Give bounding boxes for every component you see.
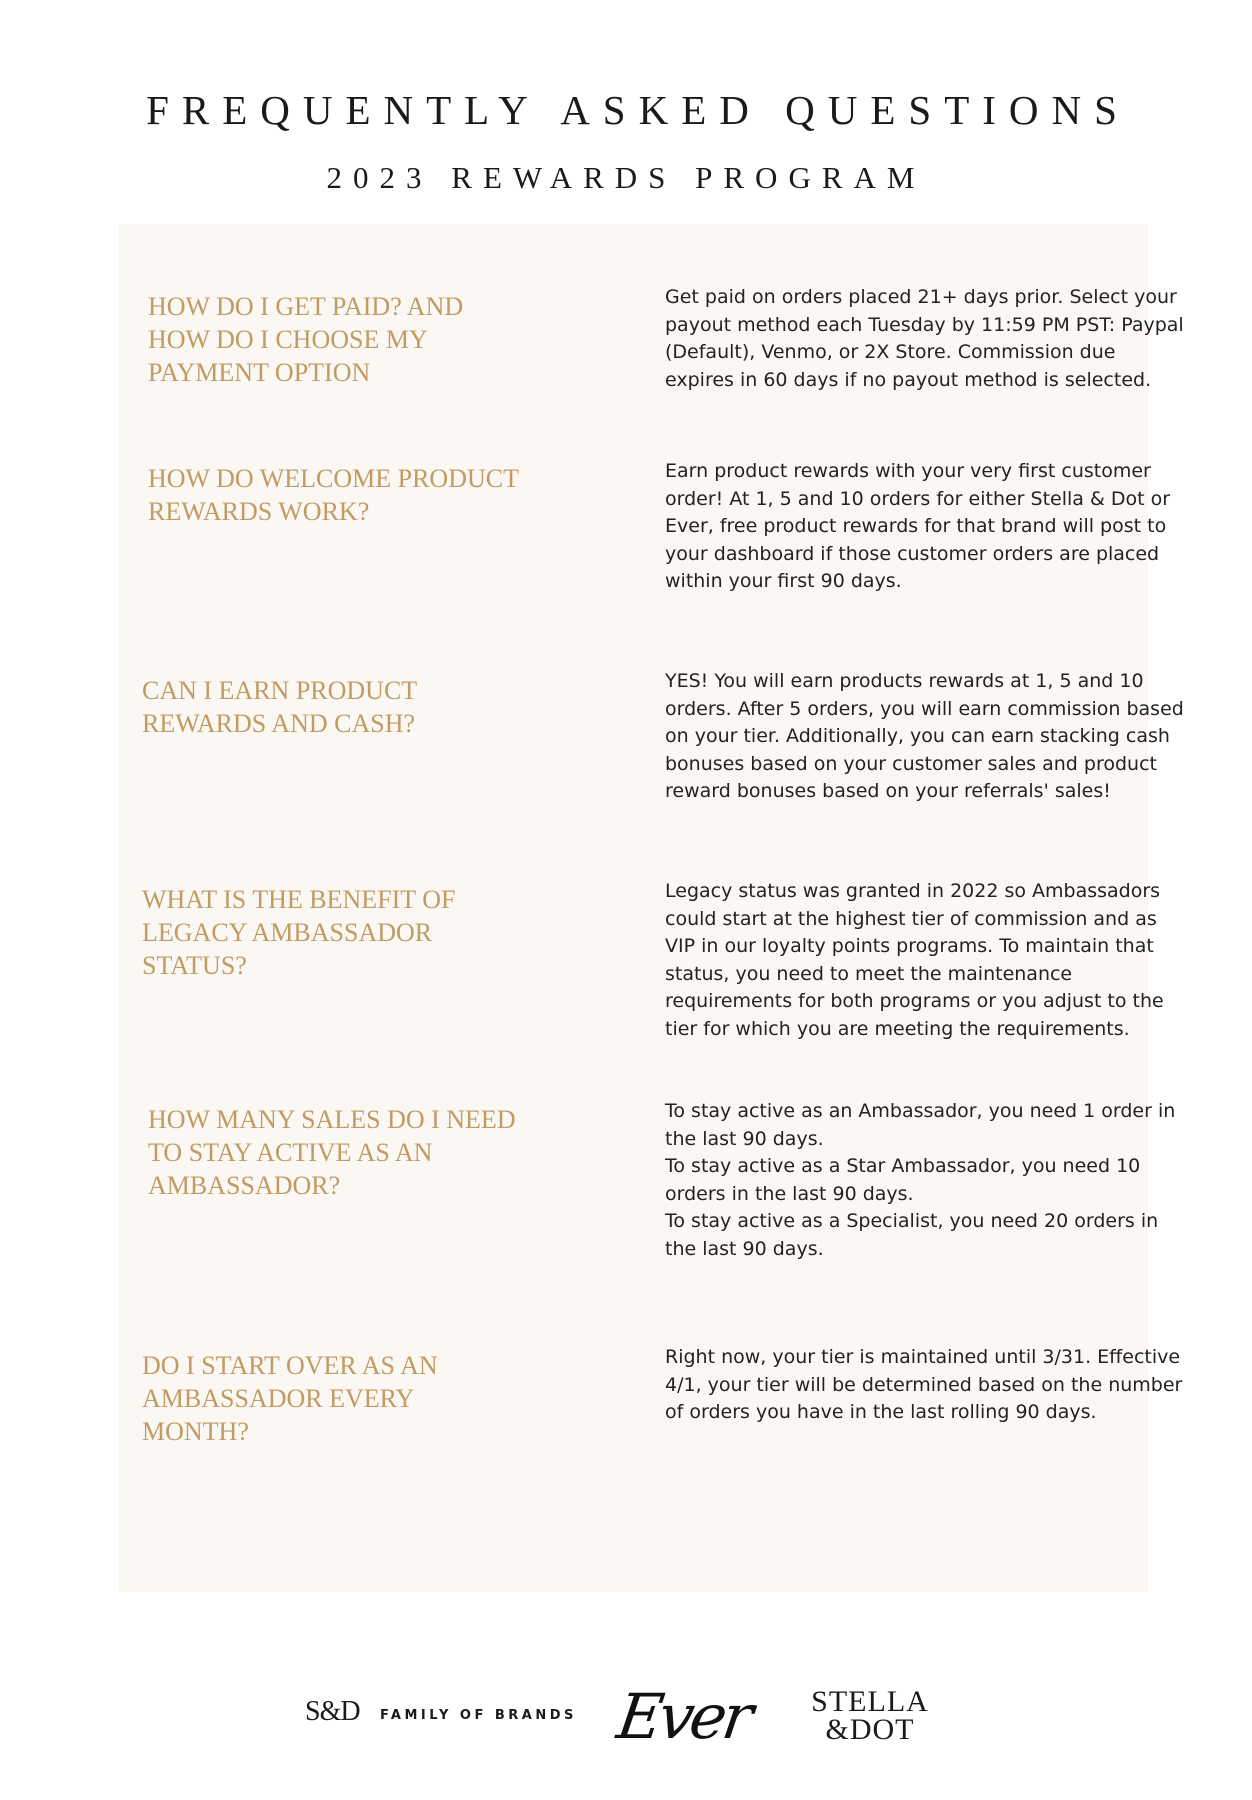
sd-logo: S&D [305,1696,360,1727]
stella-dot-logo [800,1685,940,1746]
family-of-brands-label: FAMILY OF BRANDS [380,1708,577,1723]
dot-logo-line: &DOT [825,1713,915,1746]
faq-answer-line: To stay active as a Specialist, you need 20 orders in the last 90 days. [665,1210,1159,1260]
faq-answer-rewards-and-cash: YES! You will earn products rewards at 1, 5 and 10 orders. After 5 orders, you will earn commission based on your tier. Additionally, you can earn stacking cash bonuses based on your customer sales and product reward bonuses based on your referrals' sales! [665,670,1184,802]
faq-question-start-over: DO I START OVER AS AN AMBASSADOR EVERY MONTH? [142,1351,438,1446]
ever-logo: Ever [612,1680,754,1753]
page-subtitle: 2023 REWARDS PROGRAM [326,160,926,195]
faq-question-payment: HOW DO I GET PAID? AND HOW DO I CHOOSE MY PAYMENT OPTION [148,292,464,387]
faq-answer-start-over: Right now, your tier is maintained until 3/31. Effective 4/1, your tier will be determined based on the number of orders you have in the last rolling 90 days. [665,1346,1183,1423]
faq-answer-stay-active [665,1098,1190,1263]
faq-question-legacy-status: WHAT IS THE BENEFIT OF LEGACY AMBASSADOR STATUS? [142,885,456,980]
faq-answer-legacy-status: Legacy status was granted in 2022 so Ambassadors could start at the highest tier of commission and as VIP in our loyalty points programs. To maintain that status, you need to meet the maintenance requirements for both programs or you adjust to the tier for which you are meeting the requirements. [665,880,1164,1040]
faq-answer-line: To stay active as a Star Ambassador, you need 10 orders in the last 90 days. [665,1155,1141,1205]
faq-question-rewards-and-cash: CAN I EARN PRODUCT REWARDS AND CASH? [142,676,417,738]
faq-answer-line: To stay active as an Ambassador, you need 1 order in the last 90 days. [665,1100,1176,1150]
faq-answer-payment: Get paid on orders placed 21+ days prior. Select your payout method each Tuesday by 11:59 PM PST: Paypal (Default), Venmo, or 2X Store. Commission due expires in 60 days if no payout method is selected. [665,286,1184,391]
faq-panel [119,224,1184,1592]
faq-answer-welcome-rewards: Earn product rewards with your very first customer order! At 1, 5 and 10 orders for either Stella & Dot or Ever, free product rewards for that brand will post to your dashboard if those customer orders are placed within your first 90 days. [665,460,1171,592]
faq-question-stay-active: HOW MANY SALES DO I NEED TO STAY ACTIVE AS AN AMBASSADOR? [148,1105,516,1200]
page-title: FREQUENTLY ASKED QUESTIONS [146,87,1130,133]
footer [0,1680,1252,1760]
faq-question-welcome-rewards: HOW DO WELCOME PRODUCT REWARDS WORK? [148,464,519,526]
stella-logo-line: STELLA [811,1685,929,1718]
